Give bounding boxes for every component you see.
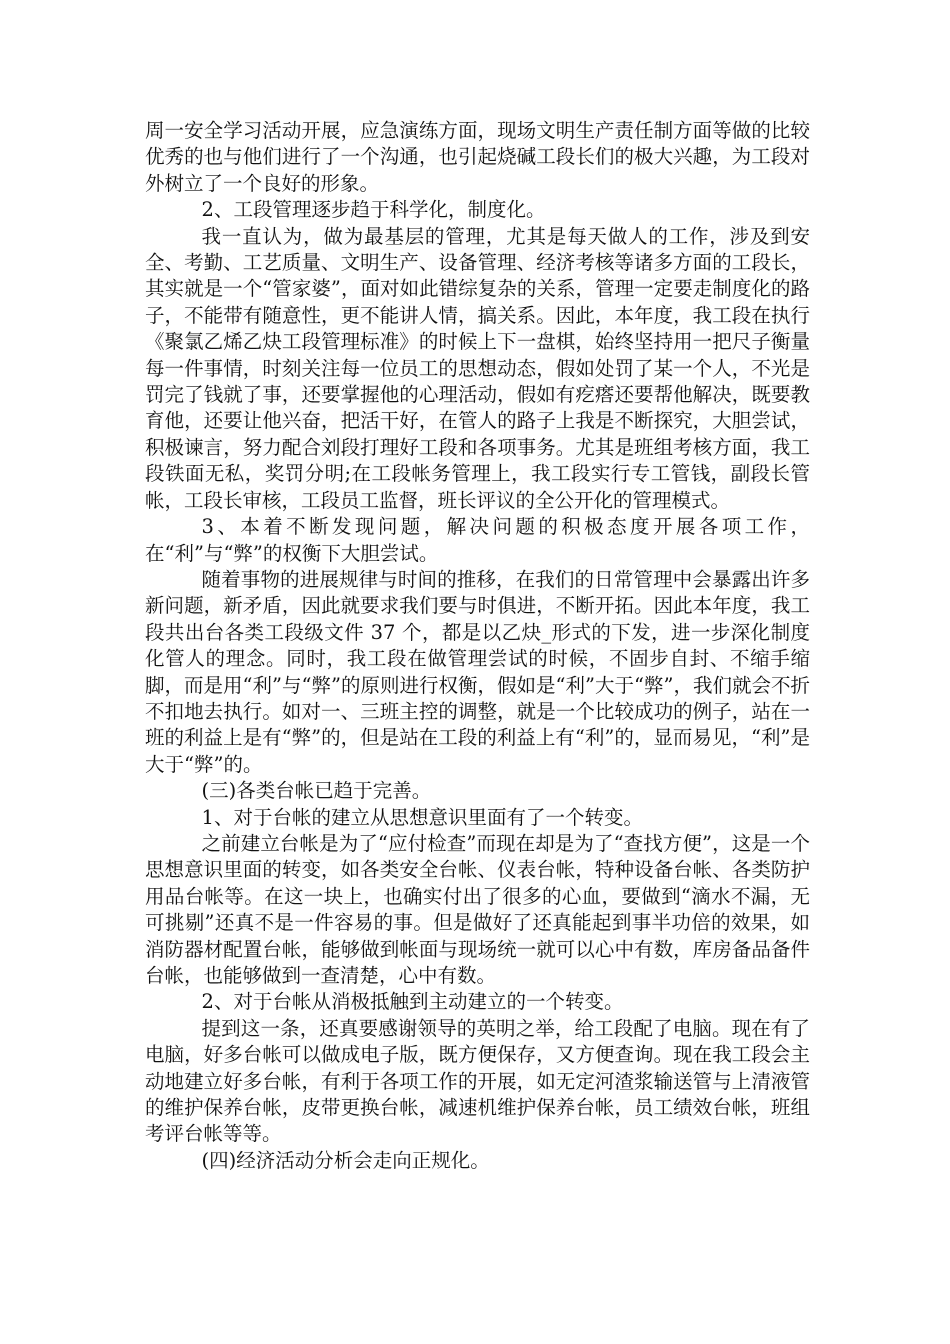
paragraph: 随着事物的进展规律与时间的推移，在我们的日常管理中会暴露出许多新问题，新矛盾，因此就要求我们要与时俱进，不断开拓。因此本年度，我工段共出台各类工段级文件 37 个，都是以乙炔_形式的下发，进一步深化制度化管人的理念。同时，我工段在做管理尝试的时候，不固步自封、不缩手缩脚，而是用“利”与“弊”的原则进行权衡，假如是“利”大于“弊”，我们就会不折不扣地去执行。如对一、三班主控的调整，就是一个比较成功的例子，站在一班的利益上是有“弊”的，但是站在工段的利益上有“利”的，显而易见，“利”是大于“弊”的。 [145, 567, 810, 776]
paragraph: 1、对于台帐的建立从思想意识里面有了一个转变。 [201, 805, 643, 829]
document-body [145, 118, 810, 1174]
paragraph: 提到这一条，还真要感谢领导的英明之举，给工段配了电脑。现在有了电脑，好多台帐可以做成电子版，既方便保存，又方便查询。现在我工段会主动地建立好多台帐，有利于各项工作的开展，如无定河渣浆输送管与上清液管的维护保养台帐，皮带更换台帐，减速机维护保养台帐，员工绩效台帐，班组考评台帐等等。 [145, 1016, 810, 1146]
paragraph: 我一直认为，做为最基层的管理，尤其是每天做人的工作，涉及到安全、考勤、工艺质量、文明生产、设备管理、经济考核等诸多方面的工段长，其实就是一个“管家婆”，面对如此错综复杂的关系，管理一定要走制度化的路子，不能带有随意性，更不能讲人情，搞关系。因此，本年度，我工段在执行《聚氯乙烯乙炔工段管理标准》的时候上下一盘棋，始终坚持用一把尺子衡量每一件事情，时刻关注每一位员工的思想动态，假如处罚了某一个人，不光是罚完了钱就了事，还要掌握他的心理活动，假如有疙瘩还要帮他解决，既要教育他，还要让他兴奋，把活干好，在管人的路子上我是不断探究，大胆尝试，积极谏言，努力配合刘段打理好工段和各项事务。尤其是班组考核方面，我工段铁面无私，奖罚分明;在工段帐务管理上，我工段实行专工管钱，副段长管帐，工段长审核，工段员工监督，班长评议的全公开化的管理模式。 [145, 224, 810, 512]
paragraph: 周一安全学习活动开展，应急演练方面，现场文明生产责任制方面等做的比较优秀的也与他们进行了一个沟通，也引起烧碱工段长们的极大兴趣，为工段对外树立了一个良好的形象。 [145, 119, 810, 195]
paragraph: 3、本着不断发现问题，解决问题的积极态度开展各项工作，在“利”与“弊”的权衡下大胆尝试。 [145, 515, 810, 565]
paragraph: 之前建立台帐是为了“应付检查”而现在却是为了“查找方便”，这是一个思想意识里面的转变，如各类安全台帐、仪表台帐，特种设备台帐、各类防护用品台帐等。在这一块上，也确实付出了很多的心血，要做到“滴水不漏，无可挑剔”还真不是一件容易的事。但是做好了还真能起到事半功倍的效果，如消防器材配置台帐，能够做到帐面与现场统一就可以心中有数，库房备品备件台帐，也能够做到一查清楚，心中有数。 [145, 831, 810, 987]
section-heading: (四)经济活动分析会走向正规化。 [201, 1148, 490, 1172]
section-heading: (三)各类台帐已趋于完善。 [201, 779, 432, 803]
paragraph: 2、工段管理逐步趋于科学化，制度化。 [201, 198, 546, 222]
paragraph: 2、对于台帐从消极抵触到主动建立的一个转变。 [201, 990, 624, 1014]
